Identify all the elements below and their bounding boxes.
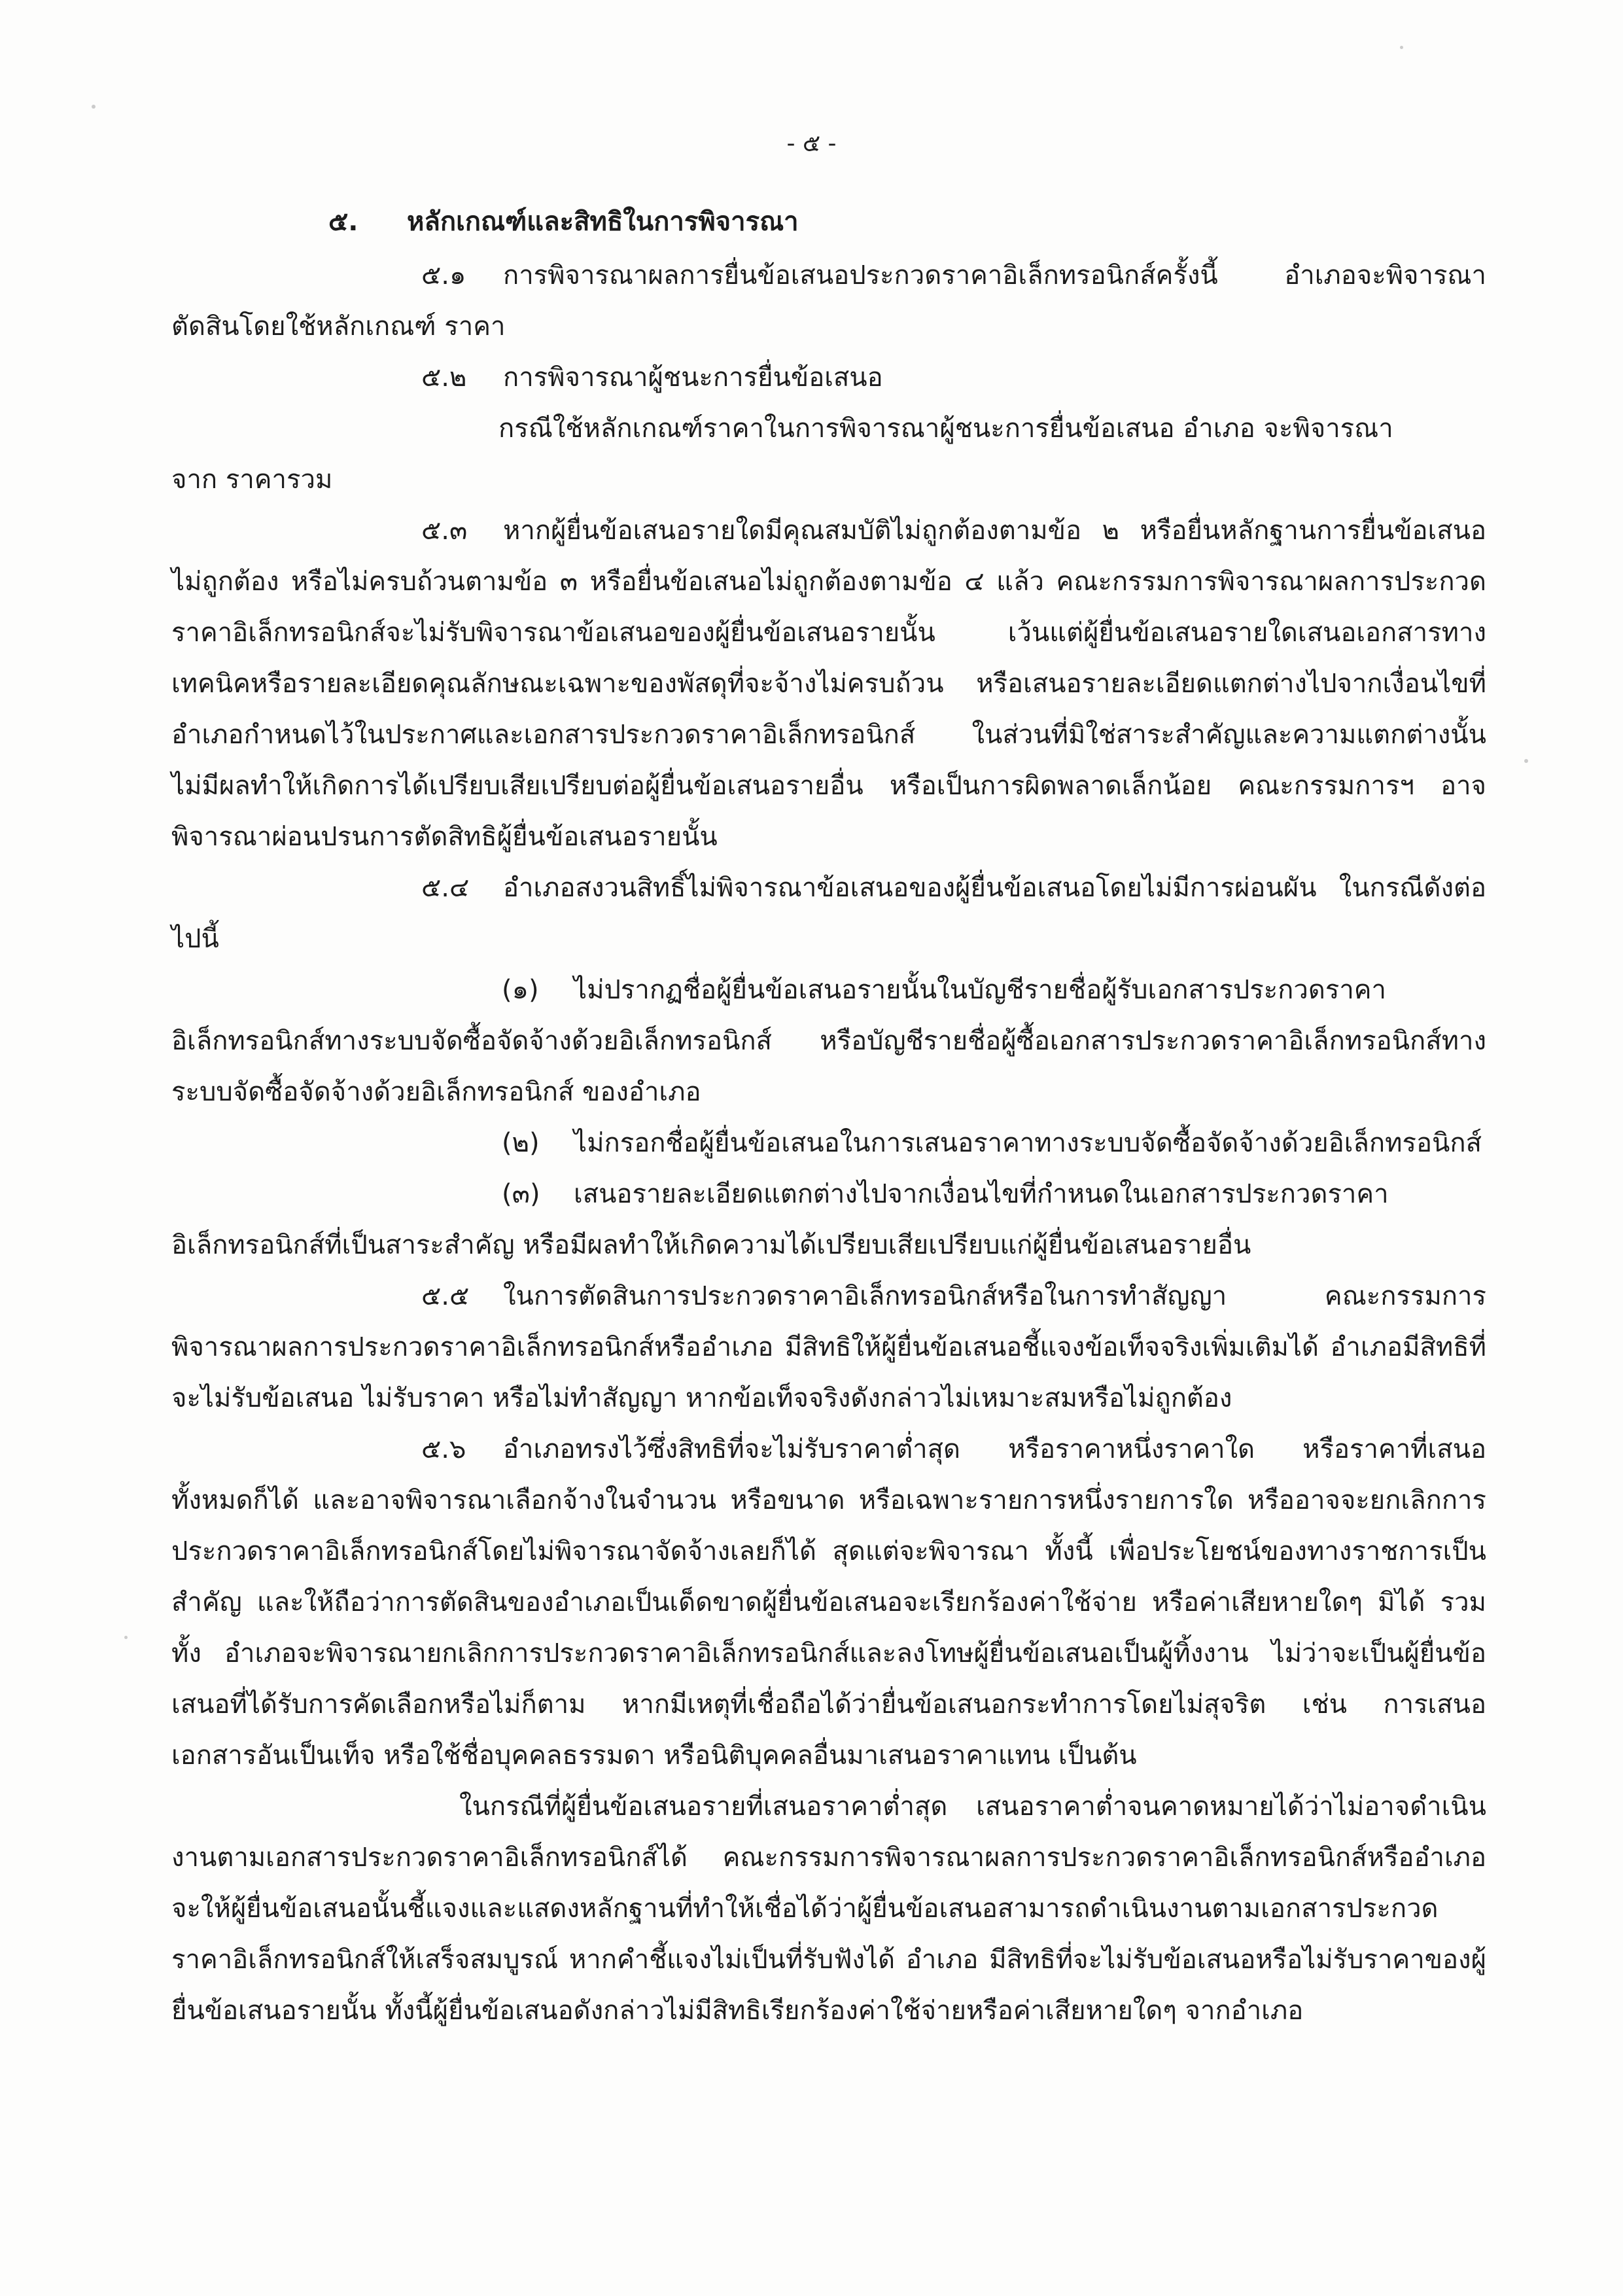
sub-text: เสนอรายละเอียดแตกต่างไปจากเงื่อนไขที่กำหนดในเอกสารประกวดราคาอิเล็กทรอนิกส์ที่เป็นสาระสำคัญ หรือมีผลทำให้เกิดความได้เปรียบเสียเปรียบแก่ผู้ยื่นข้อเสนอรายอื่น	[171, 1179, 1389, 1260]
section-title: หลักเกณฑ์และสิทธิในการพิจารณา	[407, 207, 799, 237]
sub-text: ไม่ปรากฏชื่อผู้ยื่นข้อเสนอรายนั้นในบัญชีรายชื่อผู้รับเอกสารประกวดราคาอิเล็กทรอนิกส์ทางระบบจัดซื้อจัดจ้างด้วยอิเล็กทรอนิกส์ หรือบัญชีรายชื่อผู้ซื้อเอกสารประกวดราคาอิเล็กทรอนิกส์ทางระบบจัดซื้อจัดจ้างด้วยอิเล็กทรอนิกส์ ของอำเภอ	[171, 975, 1486, 1107]
scan-speck	[124, 1636, 128, 1639]
clause-5-6-paragraph-2: ในกรณีที่ผู้ยื่นข้อเสนอรายที่เสนอราคาต่ำสุด เสนอราคาต่ำจนคาดหมายได้ว่าไม่อาจดำเนินงานตามเอกสารประกวดราคาอิเล็กทรอนิกส์ได้ คณะกรรมการพิจารณาผลการประกวดราคาอิเล็กทรอนิกส์หรืออำเภอ จะให้ผู้ยื่นข้อเสนอนั้นชี้แจงและแสดงหลักฐานที่ทำให้เชื่อได้ว่าผู้ยื่นข้อเสนอสามารถดำเนินงานตามเอกสารประกวดราคาอิเล็กทรอนิกส์ให้เสร็จสมบูรณ์ หากคำชี้แจงไม่เป็นที่รับฟังได้ อำเภอ มีสิทธิที่จะไม่รับข้อเสนอหรือไม่รับราคาของผู้ยื่นข้อเสนอรายนั้น ทั้งนี้ผู้ยื่นข้อเสนอดังกล่าวไม่มีสิทธิเรียกร้องค่าใช้จ่ายหรือค่าเสียหายใดๆ จากอำเภอ	[171, 1792, 1486, 2026]
clause-5-6	[171, 1424, 1486, 1781]
clause-number: ๕.๕	[421, 1281, 470, 1311]
clause-5-2-subtext: กรณีใช้หลักเกณฑ์ราคาในการพิจารณาผู้ชนะการยื่นข้อเสนอ อำเภอ จะพิจารณา	[498, 414, 1393, 444]
clause-5-2-subtext-continued: จาก ราคารวม	[171, 465, 333, 495]
clause-number: ๕.๓	[421, 516, 468, 546]
clause-text: การพิจารณาผลการยื่นข้อเสนอประกวดราคาอิเล็กทรอนิกส์ครั้งนี้ อำเภอจะพิจารณาตัดสินโดยใช้หลักเกณฑ์ ราคา	[171, 260, 1486, 342]
clause-5-4	[171, 862, 1486, 964]
clause-5-3	[171, 505, 1486, 862]
scan-speck	[92, 105, 96, 109]
clause-text: อำเภอสงวนสิทธิ์ไม่พิจารณาข้อเสนอของผู้ยื่นข้อเสนอโดยไม่มีการผ่อนผัน ในกรณีดังต่อไปนี้	[171, 873, 1486, 954]
clause-text: อำเภอทรงไว้ซึ่งสิทธิที่จะไม่รับราคาต่ำสุด หรือราคาหนึ่งราคาใด หรือราคาที่เสนอทั้งหมดก็ได้ และอาจพิจารณาเลือกจ้างในจำนวน หรือขนาด หรือเฉพาะรายการหนึ่งรายการใด หรืออาจจะยกเลิกการประกวดราคาอิเล็กทรอนิกส์โดยไม่พิจารณาจัดจ้างเลยก็ได้ สุดแต่จะพิจารณา ทั้งนี้ เพื่อประโยชน์ของทางราชการเป็นสำคัญ และให้ถือว่าการตัดสินของอำเภอเป็นเด็ดขาดผู้ยื่นข้อเสนอจะเรียกร้องค่าใช้จ่าย หรือค่าเสียหายใดๆ มิได้ รวมทั้ง อำเภอจะพิจารณายกเลิกการประกวดราคาอิเล็กทรอนิกส์และลงโทษผู้ยื่นข้อเสนอเป็นผู้ทิ้งงาน ไม่ว่าจะเป็นผู้ยื่นข้อเสนอที่ได้รับการคัดเลือกหรือไม่ก็ตาม หากมีเหตุที่เชื่อถือได้ว่ายื่นข้อเสนอกระทำการโดยไม่สุจริต เช่น การเสนอเอกสารอันเป็นเท็จ หรือใช้ชื่อบุคคลธรรมดา หรือนิติบุคคลอื่นมาเสนอราคาแทน เป็นต้น	[171, 1434, 1486, 1771]
clause-5-5	[171, 1271, 1486, 1424]
sub-number: (๒)	[502, 1128, 540, 1158]
page-number: - ๕ -	[786, 130, 837, 157]
section-heading	[171, 196, 1486, 247]
clause-5-4-sub-1	[171, 964, 1486, 1118]
sub-number: (๑)	[502, 975, 539, 1005]
clause-text: การพิจารณาผู้ชนะการยื่นข้อเสนอ	[503, 362, 883, 393]
sub-text: ไม่กรอกชื่อผู้ยื่นข้อเสนอในการเสนอราคาทางระบบจัดซื้อจัดจ้างด้วยอิเล็กทรอนิกส์	[574, 1128, 1482, 1158]
document-body	[171, 196, 1486, 2036]
scan-speck	[1400, 46, 1403, 49]
scan-speck	[1524, 759, 1528, 763]
clause-text: หากผู้ยื่นข้อเสนอรายใดมีคุณสมบัติไม่ถูกต้องตามข้อ ๒ หรือยื่นหลักฐานการยื่นข้อเสนอไม่ถูกต้อง หรือไม่ครบถ้วนตามข้อ ๓ หรือยื่นข้อเสนอไม่ถูกต้องตามข้อ ๔ แล้ว คณะกรรมการพิจารณาผลการประกวดราคาอิเล็กทรอนิกส์จะไม่รับพิจารณาข้อเสนอของผู้ยื่นข้อเสนอรายนั้น เว้นแต่ผู้ยื่นข้อเสนอรายใดเสนอเอกสารทางเทคนิคหรือรายละเอียดคุณลักษณะเฉพาะของพัสดุที่จะจ้างไม่ครบถ้วน หรือเสนอรายละเอียดแตกต่างไปจากเงื่อนไขที่อำเภอกำหนดไว้ในประกาศและเอกสารประกวดราคาอิเล็กทรอนิกส์ ในส่วนที่มิใช่สาระสำคัญและความแตกต่างนั้น ไม่มีผลทำให้เกิดการได้เปรียบเสียเปรียบต่อผู้ยื่นข้อเสนอรายอื่น หรือเป็นการผิดพลาดเล็กน้อย คณะกรรมการฯ อาจพิจารณาผ่อนปรนการตัดสิทธิผู้ยื่นข้อเสนอรายนั้น	[171, 516, 1486, 852]
clause-number: ๕.๒	[421, 362, 467, 393]
clause-5-2	[171, 352, 1486, 403]
clause-text: ในการตัดสินการประกวดราคาอิเล็กทรอนิกส์หรือในการทำสัญญา คณะกรรมการพิจารณาผลการประกวดราคาอิเล็กทรอนิกส์หรืออำเภอ มีสิทธิให้ผู้ยื่นข้อเสนอชี้แจงข้อเท็จจริงเพิ่มเติมได้ อำเภอมีสิทธิที่จะไม่รับข้อเสนอ ไม่รับราคา หรือไม่ทำสัญญา หากข้อเท็จจริงดังกล่าวไม่เหมาะสมหรือไม่ถูกต้อง	[171, 1281, 1486, 1413]
clause-5-4-sub-2	[171, 1118, 1486, 1169]
clause-5-4-sub-3	[171, 1169, 1486, 1271]
sub-number: (๓)	[502, 1179, 540, 1209]
clause-number: ๕.๖	[421, 1434, 466, 1464]
clause-number: ๕.๑	[421, 260, 466, 291]
clause-5-1	[171, 250, 1486, 352]
section-number: ๕.	[328, 207, 358, 237]
clause-number: ๕.๔	[421, 873, 470, 903]
